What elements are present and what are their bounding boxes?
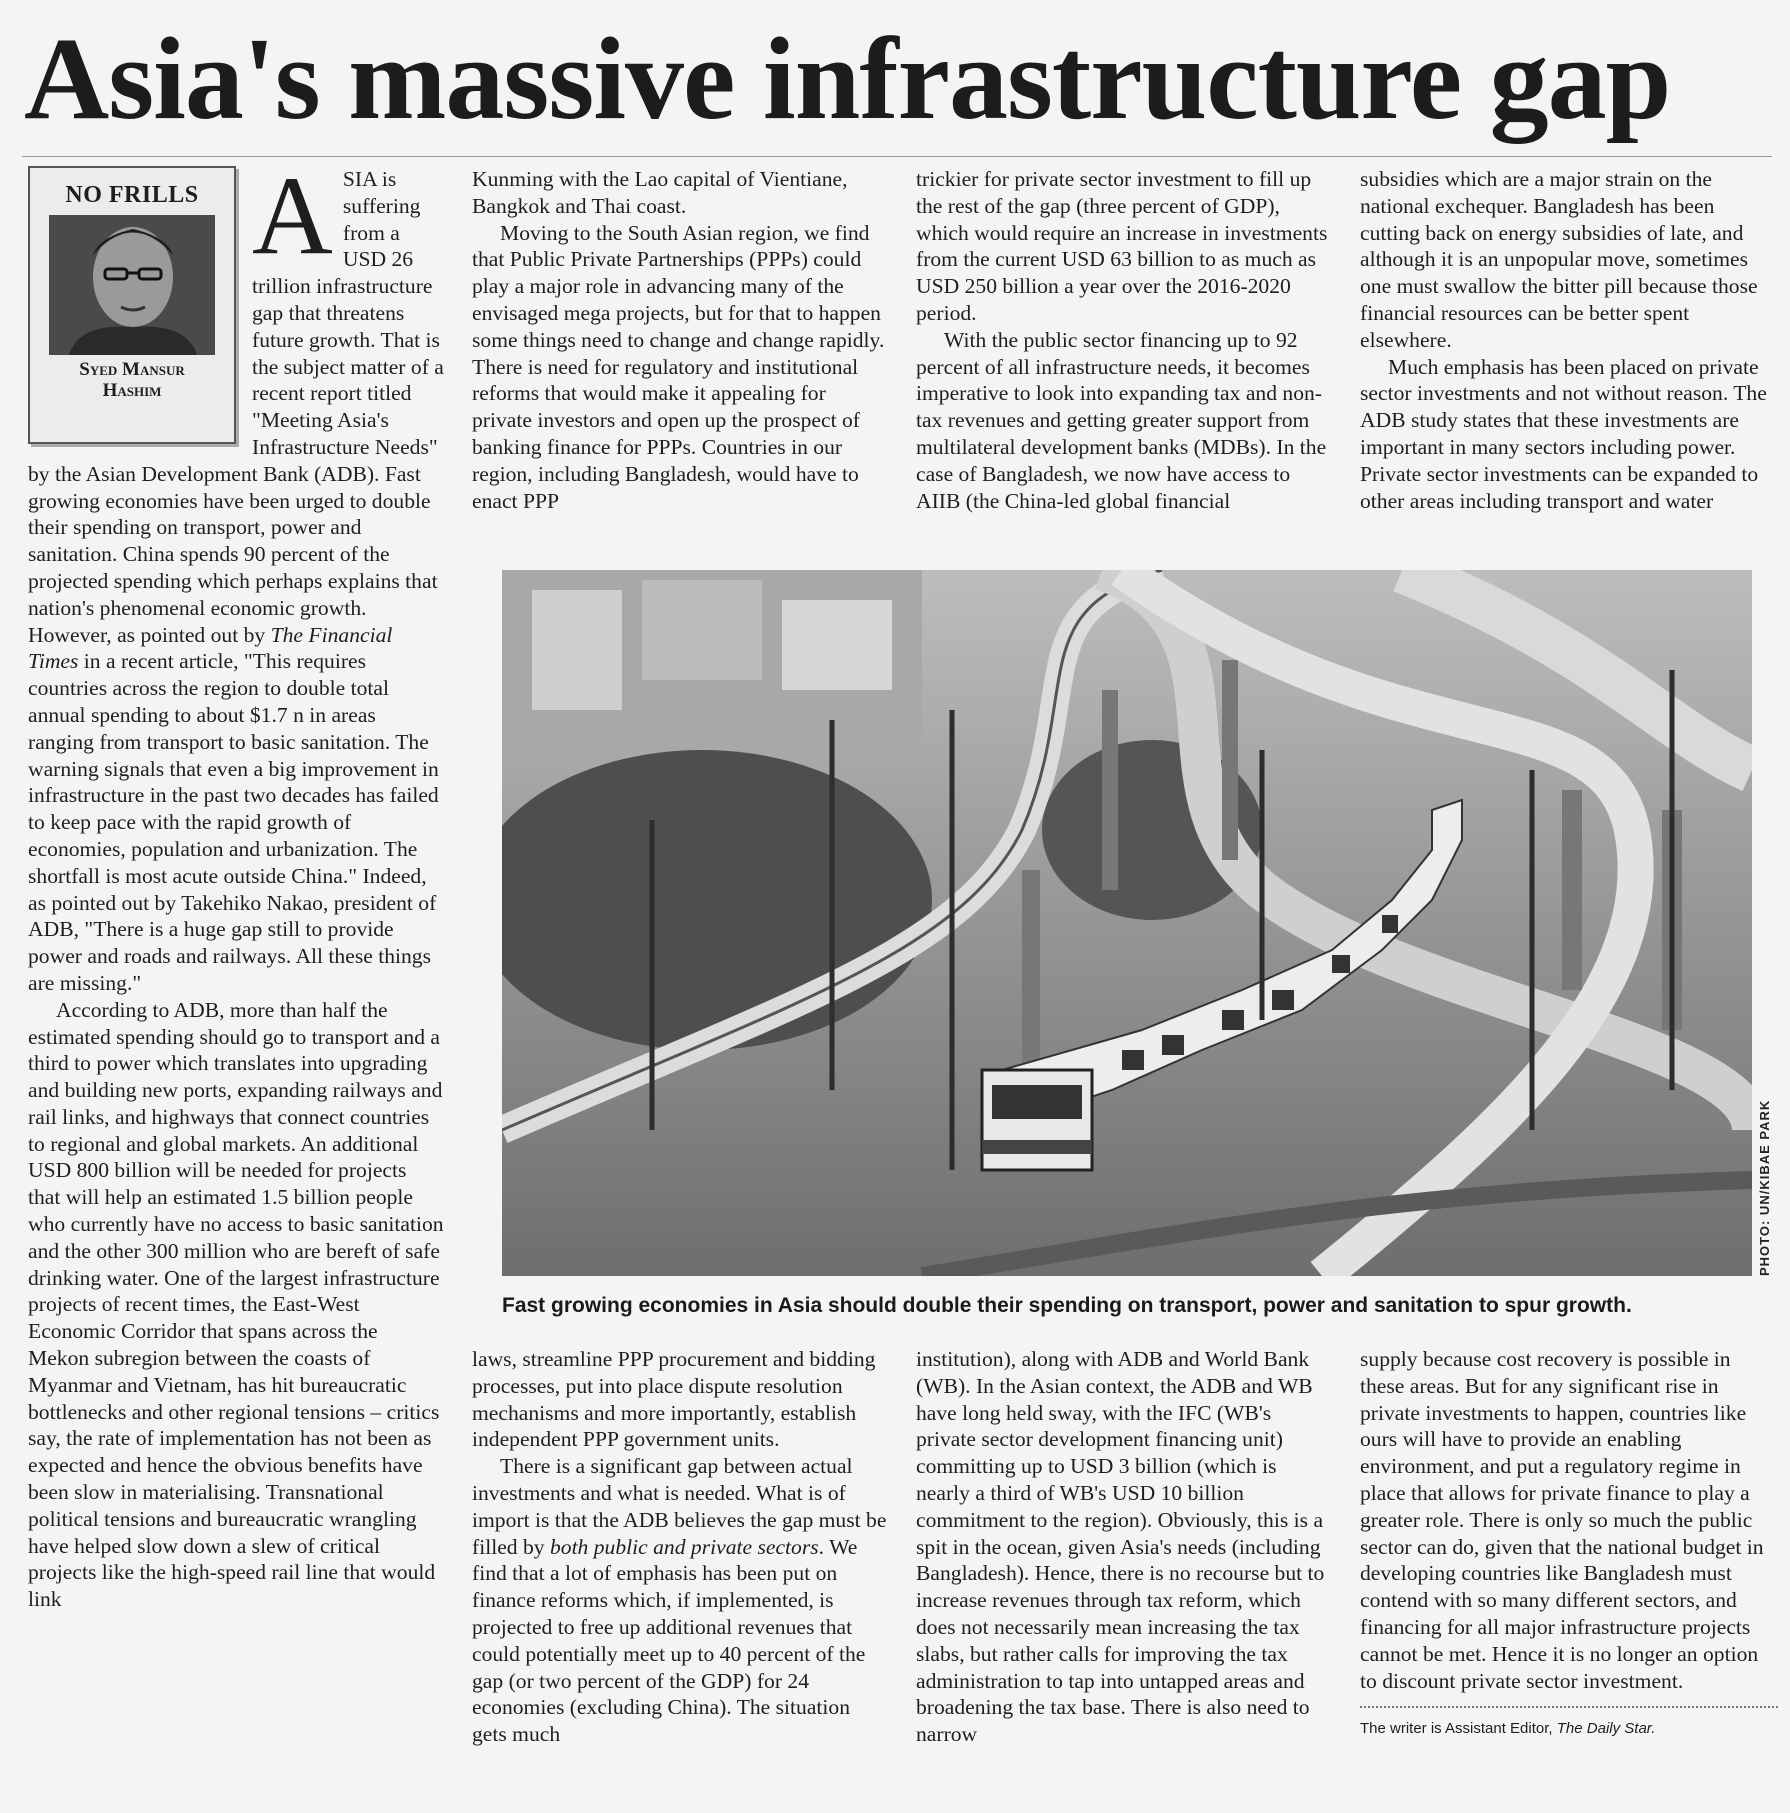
c2b-p2i: both public and private sectors	[549, 1534, 819, 1559]
c3b-p1: institution), along with ADB and World Bank (WB). In the Asian context, the ADB and WB have long held sway, with the IFC (WB's private sector development financing unit) committing up to USD 3 billion (which is nearly a third of WB's USD 10 billion commitment to the region). Obviously, this is a spit in the ocean, given Asia's needs (including Bangladesh). Hence, there is no recourse but to increase revenues through tax reform, which does not necessarily mean increasing the tax slabs, but rather calls for improving the tax administration to tap into untapped areas and broadening the tax base. There is also need to narrow	[916, 1347, 1325, 1747]
author-box	[28, 166, 236, 444]
column-1	[28, 154, 444, 1786]
c2t-p2: Moving to the South Asian region, we find that Public Private Partnerships (PPPs) could play a major role in advancing many of the envisaged mega projects, but for that to happen some things need to change and change rapidly. There is need for regulatory and institutional reforms that would make it appealing for private investors and open up the prospect of banking finance for PPPs. Countries in our region, including Bangladesh, would have to enact PPP	[472, 220, 885, 513]
c2b-p2a: There is a significant gap between actual investments and what is needed. What is of import is that the ADB believes the gap must be filled by	[472, 1454, 887, 1559]
c3t-p2: With the public sector financing up to 92 percent of all infrastructure needs, it becomes imperative to look into expanding tax and non-tax revenues and getting greater support from multilateral development banks (MDBs). In the case of Bangladesh, we now have access to AIIB (the China-led global financial	[916, 327, 1327, 513]
column-label: NO FRILLS	[65, 182, 199, 208]
dotted-divider	[1360, 1706, 1778, 1708]
writer-note-text: The writer is Assistant Editor,	[1360, 1720, 1557, 1738]
c1-lead: SIA is suffering from a USD 26 trillion infrastructure gap that threatens future growth. That is the subject matter of a recent report titled "Meeting Asia's Infrastructure Needs" by the Asian Development Bank (ADB). Fast growing economies have been urged to double their spending on transport, power and sanitation. China spends 90 percent of the projected spending which perhaps explains that nation's phenomenal economic growth. However, as pointed out by	[28, 167, 444, 647]
photo-credit: PHOTO: UN/KIBAE PARK	[1757, 1099, 1772, 1276]
author-first-name: Syed Mansur	[79, 358, 185, 380]
c3t-p1: trickier for private sector investment to fill up the rest of the gap (three percent of GDP), which would require an increase in investments from the current USD 63 billion to as much as USD 250 billion a year over the 2016-2020 period.	[916, 167, 1328, 325]
c4b-p1: supply because cost recovery is possible in these areas. But for any significant rise in private investments to happen, countries like ours will have to provide an enabling environment, and put a regulatory regime in place that allows for private finance to play a greater role. There is only so much the public sector can do, given that the national budget in developing countries like Bangladesh must contend with so many different sectors, and financing for all major infrastructure projects cannot be met. Hence it is no longer an option to discount private sector investment.	[1360, 1347, 1764, 1693]
writer-publication: The Daily Star.	[1556, 1720, 1656, 1738]
writer-note	[1360, 1716, 1778, 1743]
c2t-p1: Kunming with the Lao capital of Vientiane, Bangkok and Thai coast.	[472, 167, 848, 218]
author-last-name: Hashim	[102, 379, 162, 401]
column-2-bottom	[472, 1346, 890, 1786]
column-4-bottom	[1360, 1346, 1778, 1786]
train-photo	[502, 570, 1752, 1276]
c1-ft: The Financial Times	[28, 622, 393, 674]
c1-rest: in a recent article, "This requires countries across the region to double total annual spending to about $1.7 n in areas ranging from transport to basic sanitation. The warning signals that even a big improvement in infrastructure in the past two decades has failed to keep pace with the rapid growth of economies, population and urbanization. The shortfall is most acute outside China." Indeed, as pointed out by Takehiko Nakao, president of ADB, "There is a huge gap still to provide power and roads and railways. All these things are missing."	[28, 649, 439, 995]
column-3-bottom	[916, 1346, 1334, 1786]
c4t-p1: subsidies which are a major strain on the national exchequer. Bangladesh has been cutting back on energy subsidies of late, and although it is an unpopular move, sometimes one must swallow the bitter pill because those financial resources can be better spent elsewhere.	[1360, 167, 1758, 352]
c4t-p2: Much emphasis has been placed on private sector investments and not without reason. The ADB study states that these investments are important in many sectors including power. Private sector investments can be expanded to other areas including transport and water	[1360, 354, 1767, 513]
author-photo	[49, 215, 215, 355]
headline: Asia's massive infrastructure gap	[24, 13, 1671, 144]
c2b-p2b: . We find that a lot of emphasis has been put on finance reforms which, if implemented, is projected to free up additional revenues that could potentially meet up to 40 percent of the gap (or two percent of the GDP) for 24 economies (excluding China). The situation gets much	[472, 1534, 866, 1747]
column-4-top	[1360, 166, 1778, 546]
c1-p2: According to ADB, more than half the estimated spending should go to transport and a third to power which translates into upgrading and building new ports, expanding railways and rail links, and highways that connect countries to regional and global markets. An additional USD 800 billion will be needed for projects that will help an estimated 1.5 billion people who currently have no access to basic sanitation and the other 300 million who are bereft of safe drinking water. One of the largest infrastructure projects of recent times, the East-West Economic Corridor that spans across the Mekon subregion between the coasts of Myanmar and Vietnam, has hit bureaucratic bottlenecks and other regional tensions – critics say, the rate of implementation has not been as expected and hence the obvious benefits have been slow in materialising. Transnational political tensions and bureaucratic wrangling have helped slow down a slew of critical projects like the high-speed rail line that would link	[28, 997, 444, 1612]
column-3-top	[916, 166, 1334, 546]
c2b-p1: laws, streamline PPP procurement and bidding processes, put into place dispute resolution mechanisms and more importantly, establish independent PPP government units.	[472, 1347, 876, 1452]
column-2-top	[472, 166, 890, 546]
drop-cap: A	[252, 154, 333, 278]
photo-caption: Fast growing economies in Asia should double their spending on transport, power and sanitation to spur growth.	[502, 1294, 1632, 1317]
